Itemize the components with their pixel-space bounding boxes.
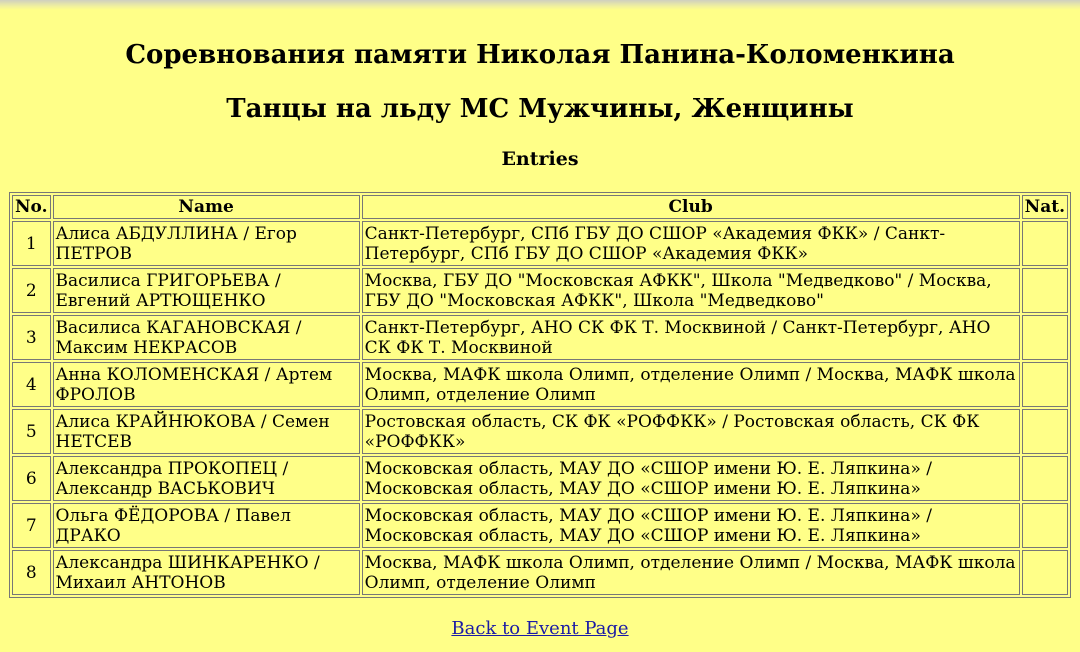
back-to-event-link[interactable]: Back to Event Page	[451, 618, 629, 639]
row-club: Московская область, МАУ ДО «СШОР имени Ю. Е. Ляпкина» / Московская область, МАУ ДО «СШОР имени Ю. Е. Ляпкина»	[362, 456, 1020, 501]
row-nat	[1022, 409, 1068, 454]
table-header-row	[12, 195, 1068, 219]
page-title: Соревнования памяти Николая Панина-Коломенкина	[125, 40, 955, 70]
entries-heading: Entries	[501, 148, 579, 170]
row-name: Анна КОЛОМЕНСКАЯ / Артем ФРОЛОВ	[53, 362, 360, 407]
row-name: Алиса АБДУЛЛИНА / Егор ПЕТРОВ	[53, 221, 360, 266]
row-number: 6	[12, 456, 51, 501]
row-club: Москва, МАФК школа Олимп, отделение Олимп / Москва, МАФК школа Олимп, отделение Олимп	[362, 550, 1020, 595]
table-row	[12, 550, 1068, 595]
entries-table	[9, 192, 1071, 598]
row-name: Александра ПРОКОПЕЦ / Александр ВАСЬКОВИЧ	[53, 456, 360, 501]
row-club: Санкт-Петербург, СПб ГБУ ДО СШОР «Академия ФКК» / Санкт-Петербург, СПб ГБУ ДО СШОР «Академия ФКК»	[362, 221, 1020, 266]
row-number: 5	[12, 409, 51, 454]
row-name: Алиса КРАЙНЮКОВА / Семен НЕТСЕВ	[53, 409, 360, 454]
row-number: 8	[12, 550, 51, 595]
back-link-container	[0, 617, 1080, 641]
row-nat	[1022, 268, 1068, 313]
row-name: Ольга ФЁДОРОВА / Павел ДРАКО	[53, 503, 360, 548]
row-nat	[1022, 315, 1068, 360]
table-row	[12, 503, 1068, 548]
row-number: 4	[12, 362, 51, 407]
row-club: Москва, ГБУ ДО "Московская АФКК", Школа "Медведково" / Москва, ГБУ ДО "Московская АФКК", Школа "Медведково"	[362, 268, 1020, 313]
row-nat	[1022, 362, 1068, 407]
row-nat	[1022, 550, 1068, 595]
row-number: 3	[12, 315, 51, 360]
header-nat: Nat.	[1022, 195, 1068, 219]
table-row	[12, 362, 1068, 407]
header-no: No.	[12, 195, 51, 219]
row-number: 1	[12, 221, 51, 266]
header-club: Club	[362, 195, 1020, 219]
row-name: Василиса ГРИГОРЬЕВА / Евгений АРТЮЩЕНКО	[53, 268, 360, 313]
row-name: Александра ШИНКАРЕНКО / Михаил АНТОНОВ	[53, 550, 360, 595]
row-nat	[1022, 503, 1068, 548]
row-nat	[1022, 456, 1068, 501]
table-row	[12, 221, 1068, 266]
row-number: 2	[12, 268, 51, 313]
row-name: Василиса КАГАНОВСКАЯ / Максим НЕКРАСОВ	[53, 315, 360, 360]
header-name: Name	[53, 195, 360, 219]
row-club: Ростовская область, СК ФК «РОФФКК» / Ростовская область, СК ФК «РОФФКК»	[362, 409, 1020, 454]
table-row	[12, 456, 1068, 501]
browser-top-shadow	[0, 0, 1080, 10]
row-club: Москва, МАФК школа Олимп, отделение Олимп / Москва, МАФК школа Олимп, отделение Олимп	[362, 362, 1020, 407]
table-body	[12, 221, 1068, 595]
table-row	[12, 268, 1068, 313]
event-category-title: Танцы на льду МС Мужчины, Женщины	[226, 94, 854, 124]
row-club: Московская область, МАУ ДО «СШОР имени Ю. Е. Ляпкина» / Московская область, МАУ ДО «СШОР имени Ю. Е. Ляпкина»	[362, 503, 1020, 548]
table-row	[12, 409, 1068, 454]
row-club: Санкт-Петербург, АНО СК ФК Т. Москвиной / Санкт-Петербург, АНО СК ФК Т. Москвиной	[362, 315, 1020, 360]
row-nat	[1022, 221, 1068, 266]
table-row	[12, 315, 1068, 360]
row-number: 7	[12, 503, 51, 548]
